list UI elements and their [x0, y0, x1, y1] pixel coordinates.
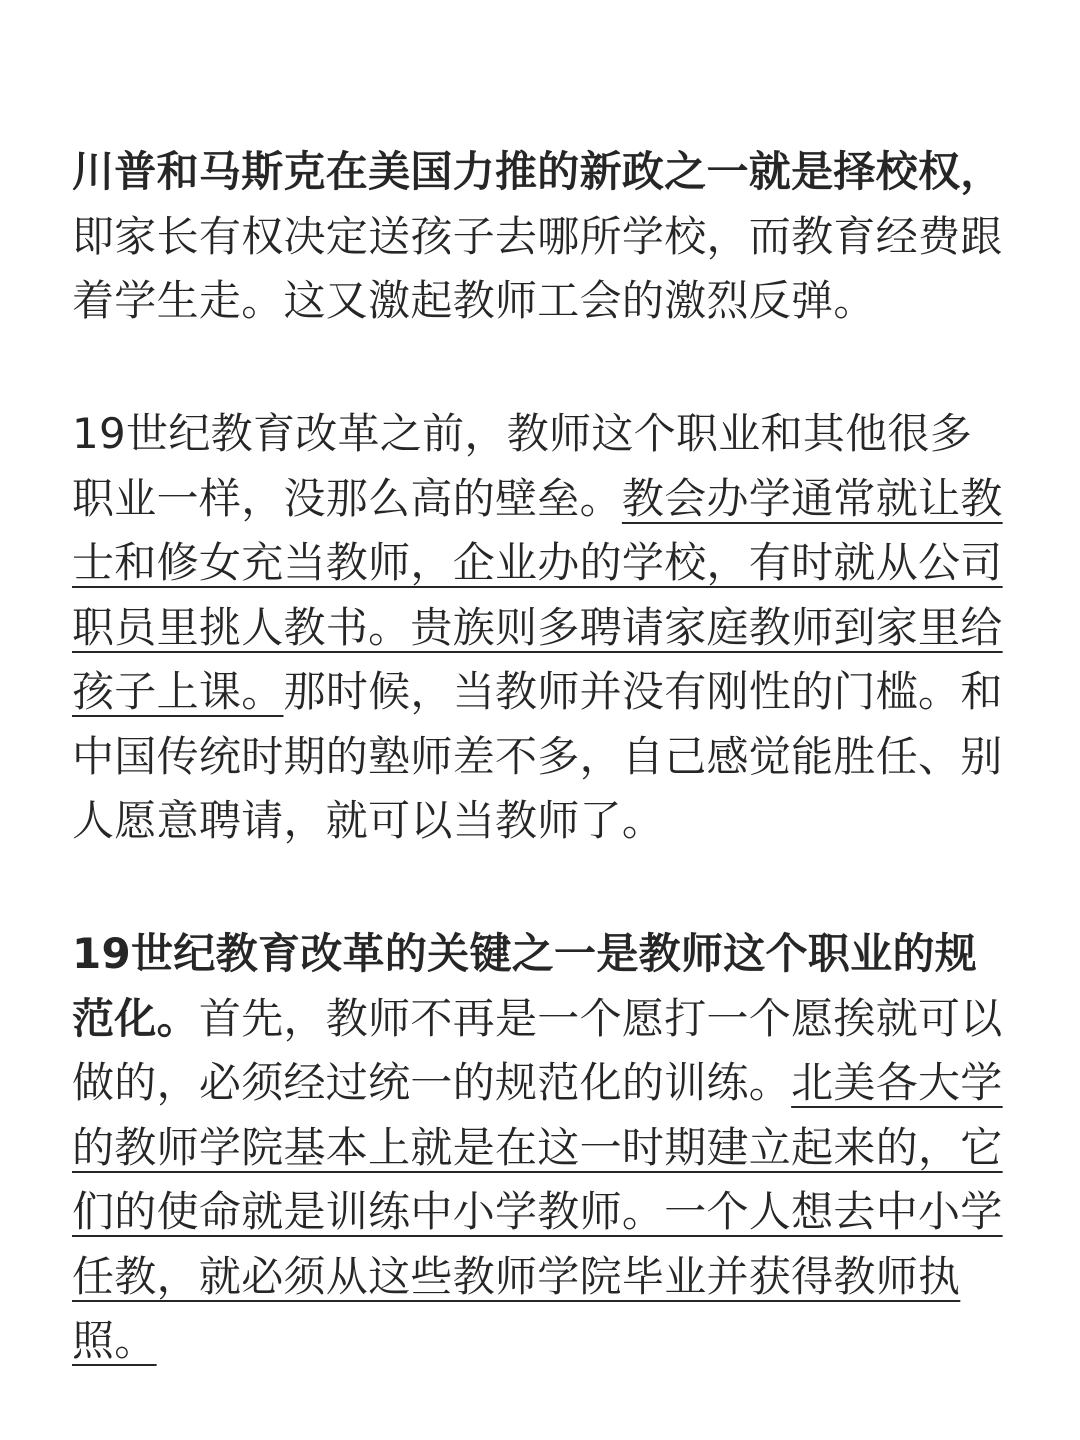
paragraph-2-ending: 那时候，当教师并没有刚性的门槛。和中国传统时期的塾师差不多，自己感觉能胜任、别人愿意聘请，就可以当教师了。: [72, 667, 1003, 845]
paragraph-reform-standardization: [72, 922, 1012, 1374]
paragraph-3-bold-lead: 19世纪教育改革的关键之一是教师这个职业的规范化。: [72, 929, 978, 1043]
paragraph-1-body: 即家长有权决定送孩子去哪所学校，而教育经费跟着学生走。这又激起教师工会的激烈反弹。: [72, 211, 1003, 325]
paragraph-3-underlined-text: 北美各大学的教师学院基本上就是在这一时期建立起来的，它们的使命就是训练中小学教师。一个人想去中小学任教，就必须从这些教师学院毕业并获得教师执照。: [72, 1058, 1003, 1365]
paragraph-before-reform: [72, 402, 1012, 854]
paragraph-school-choice: [72, 140, 1012, 334]
paragraph-3-body: 首先，教师不再是一个愿打一个愿挨就可以做的，必须经过统一的规范化的训练。: [72, 993, 1003, 1107]
paragraph-2-intro: 19世纪教育改革之前，教师这个职业和其他很多职业一样，没那么高的壁垒。: [72, 409, 973, 523]
paragraph-2-underlined-text: 教会办学通常就让教士和修女充当教师，企业办的学校，有时就从公司职员里挑人教书。贵族则多聘请家庭教师到家里给孩子上课。: [72, 473, 1003, 716]
paragraph-1-bold-lead: 川普和马斯克在美国力推的新政之一就是择校权，: [72, 147, 1003, 196]
